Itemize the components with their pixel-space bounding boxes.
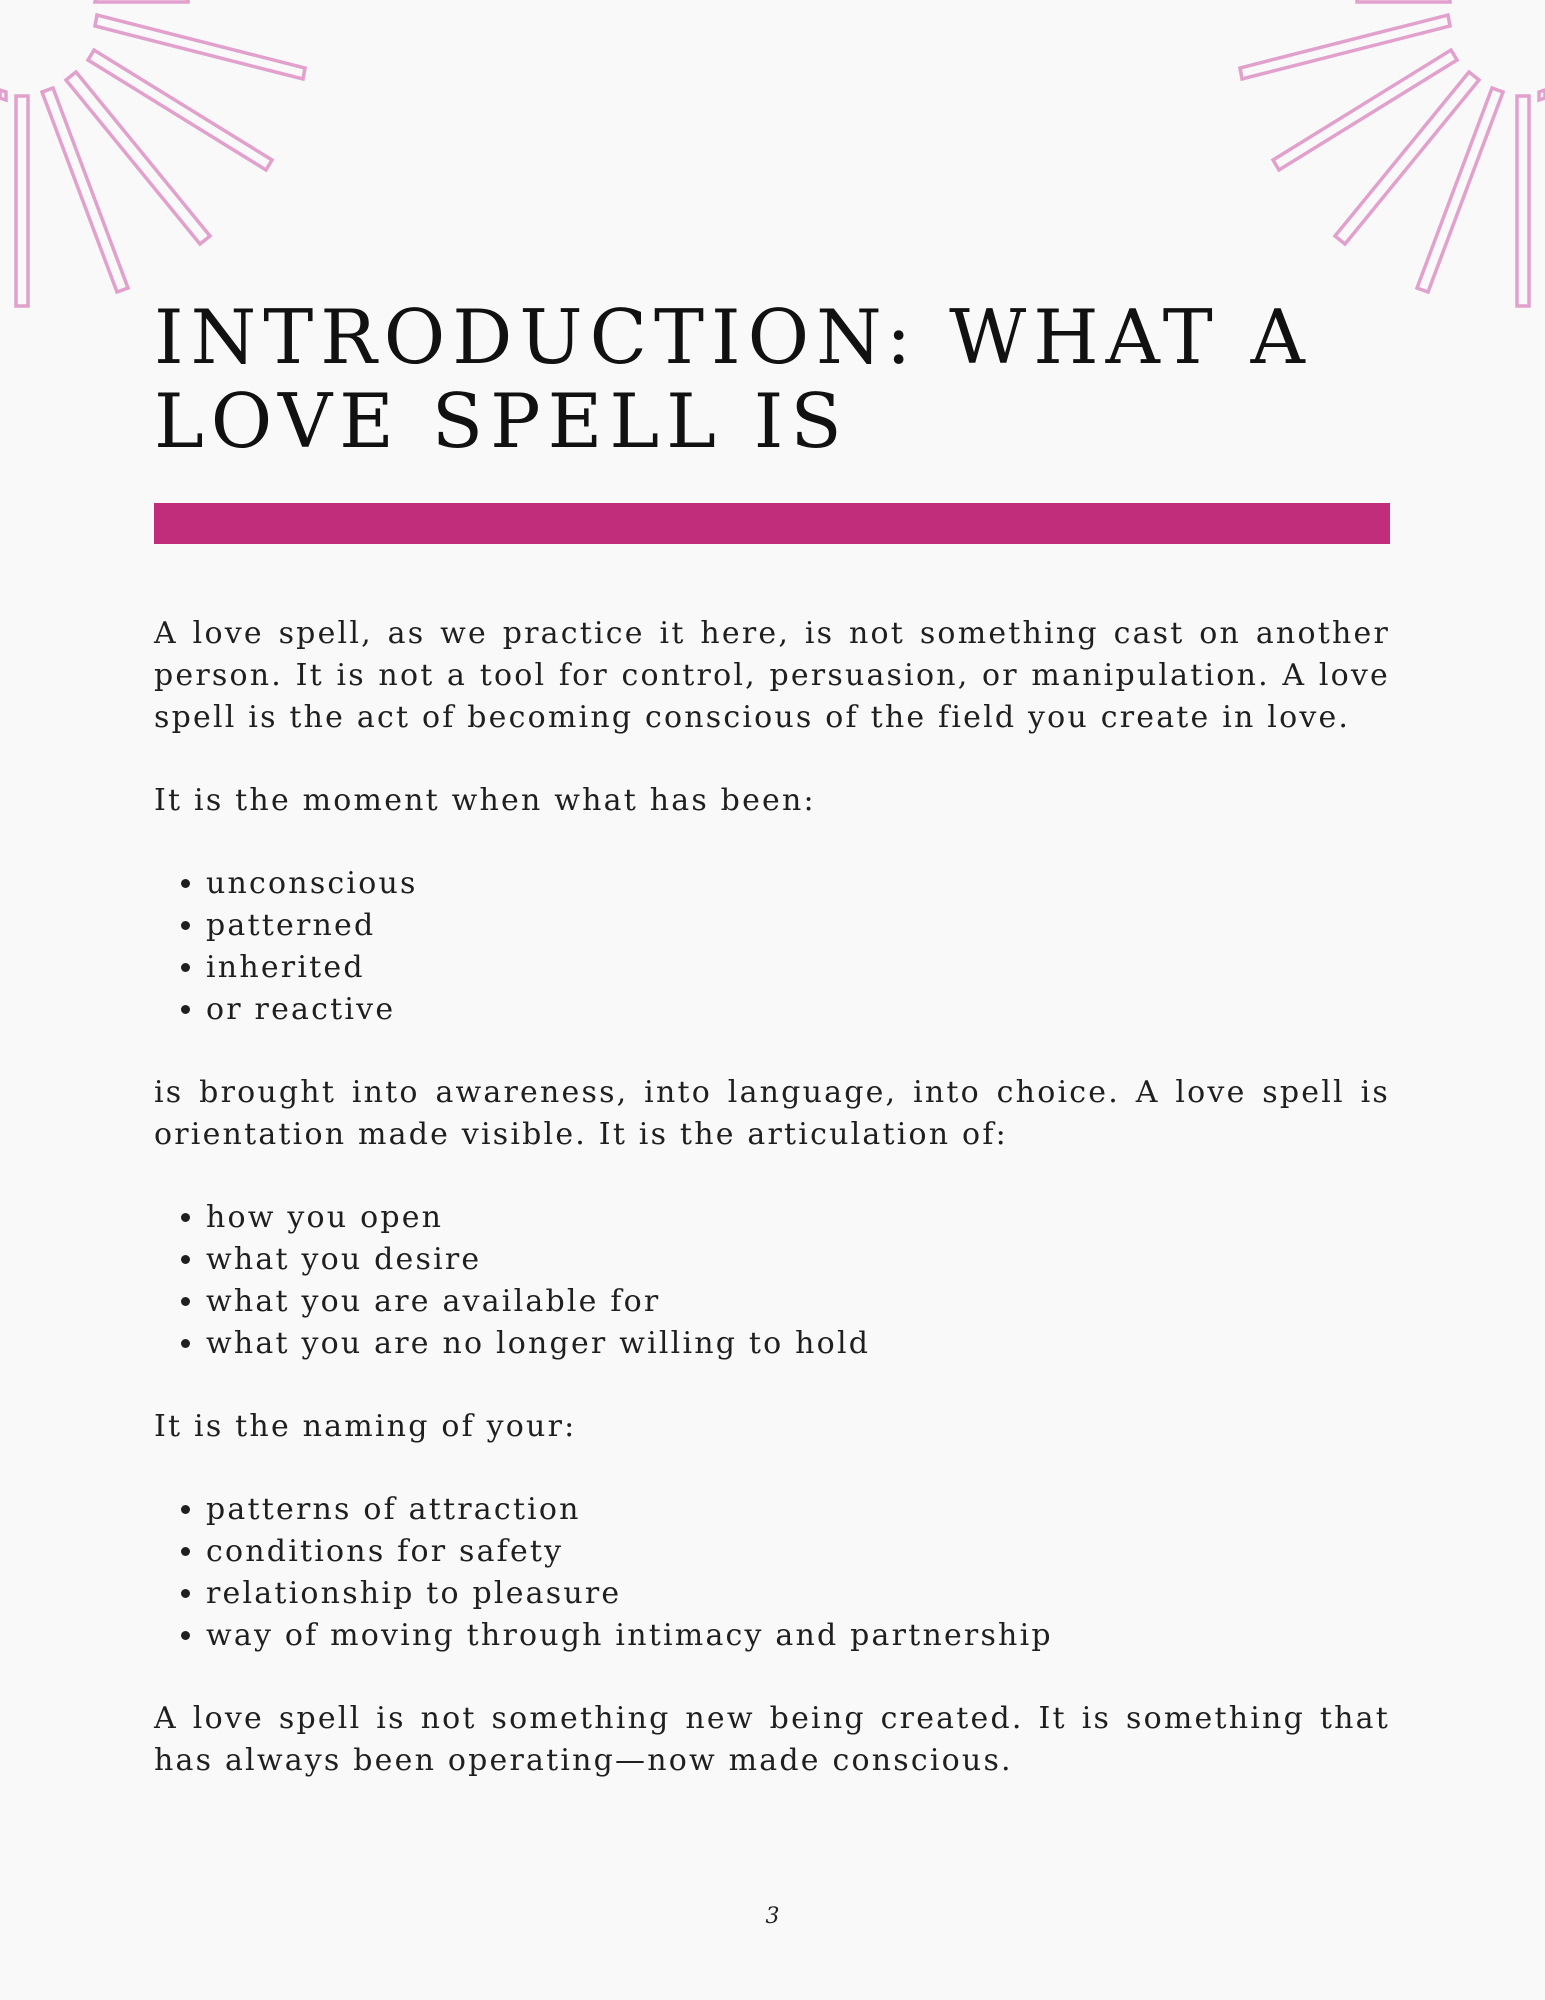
page-title-line-2: LOVE SPELL IS <box>154 377 849 465</box>
sunburst-right-decoration <box>1225 0 1545 330</box>
paragraph-definition: A love spell, as we practice it here, is not something cast on another person. It is not a tool for control, persuasion, or manipulation. A love spell is the act of becoming conscious of the field you create in love. <box>154 616 1390 735</box>
list-item: • unconscious <box>206 863 1390 905</box>
list-item: • what you are no longer willing to hold <box>206 1323 1390 1365</box>
title-underline-bar <box>154 503 1390 544</box>
page-title <box>154 295 1404 463</box>
list-articulation <box>154 1197 1390 1365</box>
paragraph-conclusion: A love spell is not something new being created. It is something that has always been operating—now made conscious. <box>154 1701 1390 1778</box>
list-item: • or reactive <box>206 989 1390 1031</box>
body-text <box>154 613 1390 1823</box>
page-title-line-1: INTRODUCTION: WHAT A <box>154 293 1312 381</box>
paragraph-awareness: is brought into awareness, into language, into choice. A love spell is orientation made visible. It is the articulation of: <box>154 1075 1390 1152</box>
sunburst-rays-icon <box>0 0 320 330</box>
sunburst-rays-icon <box>1225 0 1545 330</box>
list-naming <box>154 1489 1390 1657</box>
page-number: 3 <box>765 1904 780 1929</box>
list-states <box>154 863 1390 1031</box>
list-item: • what you desire <box>206 1239 1390 1281</box>
list-item: • how you open <box>206 1197 1390 1239</box>
paragraph-naming: It is the naming of your: <box>154 1409 577 1444</box>
list-item: • way of moving through intimacy and partnership <box>206 1615 1390 1657</box>
list-item: • conditions for safety <box>206 1531 1390 1573</box>
list-item: • patterns of attraction <box>206 1489 1390 1531</box>
list-item: • patterned <box>206 905 1390 947</box>
list-item: • relationship to pleasure <box>206 1573 1390 1615</box>
sunburst-left-decoration <box>0 0 320 330</box>
paragraph-moment: It is the moment when what has been: <box>154 783 816 818</box>
list-item: • what you are available for <box>206 1281 1390 1323</box>
list-item: • inherited <box>206 947 1390 989</box>
